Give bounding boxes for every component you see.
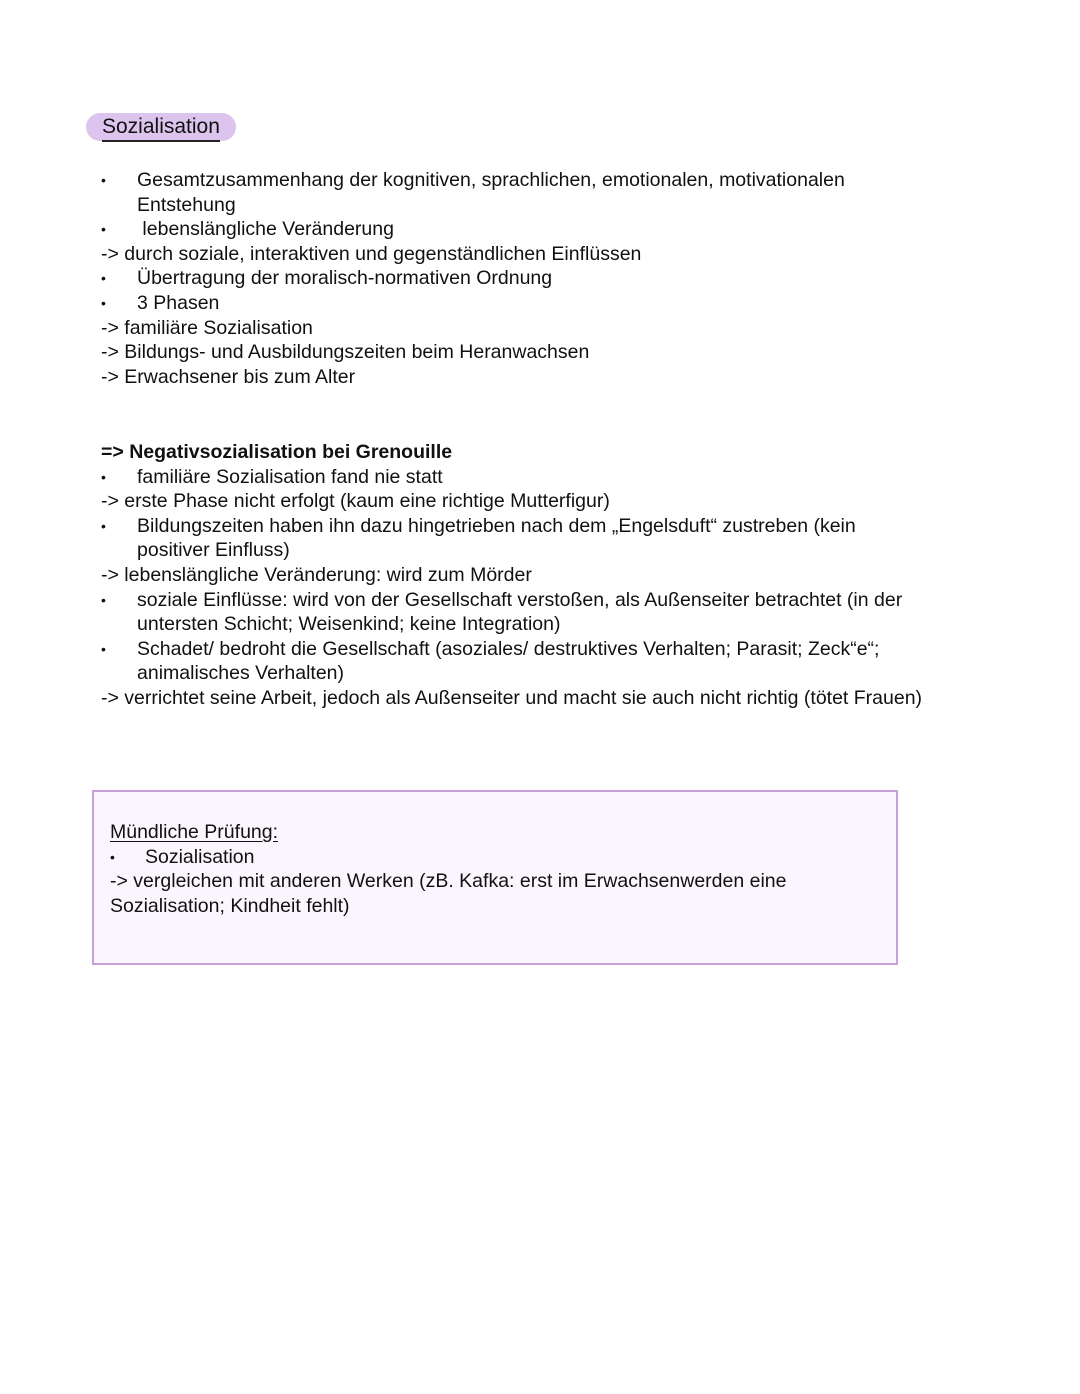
bullet-text: 3 Phasen: [137, 291, 220, 314]
exam-note-box: [92, 790, 898, 965]
page-title: Sozialisation: [102, 115, 220, 142]
arrow-line: [101, 489, 1001, 514]
arrow-text: -> durch soziale, interaktiven und gegenständlichen Einflüssen: [101, 242, 642, 265]
arrow-text: -> Erwachsener bis zum Alter: [101, 365, 356, 388]
bullet-item: [101, 588, 1001, 613]
bullet-item: [101, 266, 1001, 291]
continuation-text: Sozialisation; Kindheit fehlt): [110, 894, 350, 917]
continuation-text: Entstehung: [137, 193, 236, 216]
arrow-text: -> lebenslängliche Veränderung: wird zum Mörder: [101, 563, 532, 586]
bullet-dot-icon: •: [101, 221, 106, 238]
continuation-line: [101, 193, 1001, 218]
arrow-line: [101, 365, 1001, 390]
arrow-text: -> Bildungs- und Ausbildungszeiten beim Heranwachsen: [101, 341, 590, 364]
continuation-line: [101, 661, 1001, 686]
section-heading: [101, 440, 1001, 465]
bullet-dot-icon: •: [101, 270, 106, 287]
bullet-item: [101, 465, 1001, 490]
arrow-line: [101, 563, 1001, 588]
bullet-dot-icon: •: [101, 294, 106, 311]
continuation-text: positiver Einfluss): [137, 539, 290, 562]
continuation-line: [101, 538, 1001, 563]
arrow-text: -> verrichtet seine Arbeit, jedoch als Außenseiter und macht sie auch nicht richtig (tötet Frauen): [101, 686, 923, 709]
bullet-text: Schadet/ bedroht die Gesellschaft (asoziales/ destruktives Verhalten; Parasit; Zeck“e“;: [137, 637, 880, 660]
arrow-line: [101, 686, 1001, 711]
continuation-line: [101, 612, 1001, 637]
exam-note-title-text: Mündliche Prüfung:: [110, 821, 279, 843]
bullet-text: familiäre Sozialisation fand nie statt: [137, 465, 443, 488]
bullet-text: soziale Einflüsse: wird von der Gesellschaft verstoßen, als Außenseiter betrachtet (in der: [137, 588, 903, 611]
arrow-line: [101, 340, 1001, 365]
arrow-line: [101, 316, 1001, 341]
continuation-text: untersten Schicht; Weisenkind; keine Integration): [137, 613, 561, 636]
bullet-dot-icon: •: [101, 591, 106, 608]
bullet-item: [101, 217, 1001, 242]
bullet-dot-icon: •: [110, 848, 115, 865]
bullet-text: lebenslängliche Veränderung: [137, 218, 394, 241]
definition-section: [101, 168, 1001, 389]
bullet-dot-icon: •: [101, 468, 106, 485]
bullet-item: [101, 637, 1001, 662]
arrow-text: -> familiäre Sozialisation: [101, 316, 313, 339]
continuation-text: animalisches Verhalten): [137, 662, 345, 685]
bullet-text: Gesamtzusammenhang der kognitiven, sprachlichen, emotionalen, motivationalen: [137, 169, 845, 191]
bullet-text: Übertragung der moralisch-normativen Ordnung: [137, 267, 553, 290]
bullet-item: [101, 291, 1001, 316]
bullet-text: Sozialisation: [145, 845, 255, 868]
section-heading-text: => Negativsozialisation bei Grenouille: [101, 441, 453, 463]
bullet-dot-icon: •: [101, 517, 106, 534]
bullet-item: [101, 168, 1001, 193]
exam-note-title: [110, 820, 870, 845]
bullet-dot-icon: •: [101, 172, 106, 188]
bullet-dot-icon: •: [101, 640, 106, 657]
arrow-text: -> vergleichen mit anderen Werken (zB. Kafka: erst im Erwachsenwerden eine: [110, 870, 787, 893]
arrow-line: [101, 242, 1001, 267]
grenouille-section: [101, 440, 1001, 711]
arrow-line: [110, 869, 870, 894]
bullet-text: Bildungszeiten haben ihn dazu hingetrieben nach dem „Engelsduft“ zustreben (kein: [137, 514, 856, 537]
arrow-text: -> erste Phase nicht erfolgt (kaum eine richtige Mutterfigur): [101, 490, 610, 513]
continuation-line: [110, 894, 870, 919]
title-highlight: [86, 113, 236, 141]
exam-note-content: [110, 820, 870, 918]
bullet-item: [101, 514, 1001, 539]
bullet-item: [110, 845, 870, 870]
